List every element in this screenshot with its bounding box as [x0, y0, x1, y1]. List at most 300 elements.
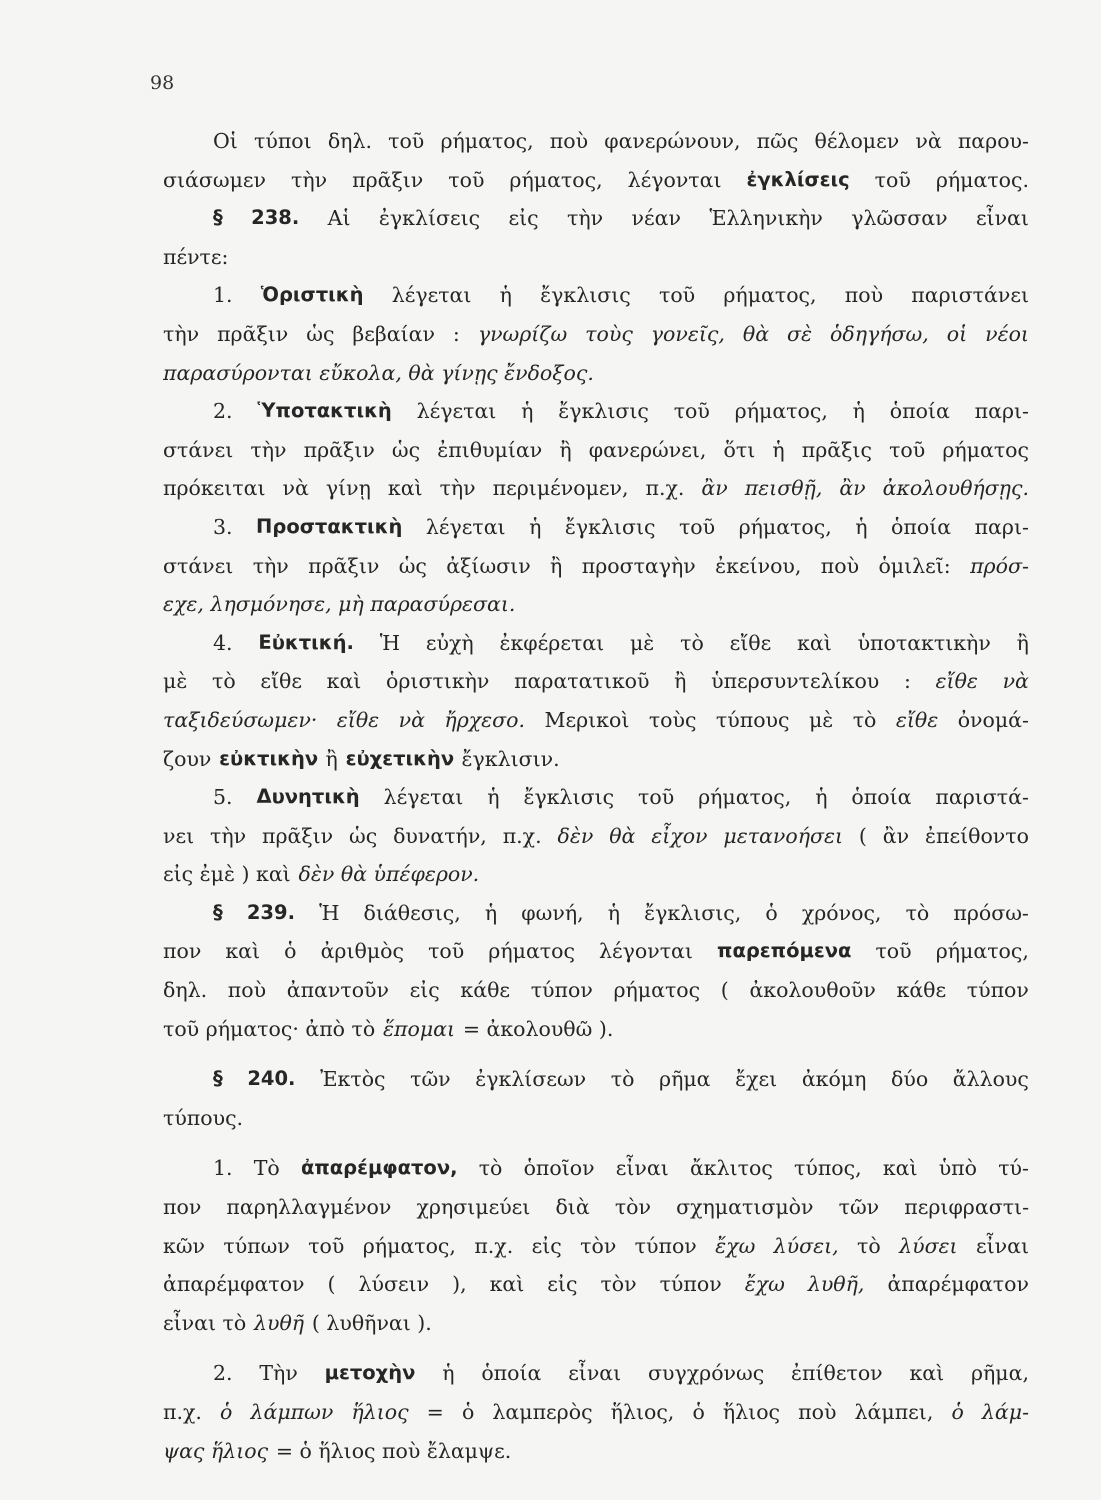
text-line	[163, 855, 1029, 894]
text-segment: Ἡ	[379, 630, 401, 655]
text-segment: εἰς	[531, 1233, 562, 1258]
text-segment: τὴν	[567, 206, 604, 231]
text-line	[163, 817, 1029, 856]
text-line	[163, 1010, 1029, 1049]
text-segment: τύπον	[966, 978, 1029, 1003]
text-segment: νὰ	[915, 129, 942, 153]
text-segment: σιάσωμεν	[163, 167, 266, 192]
text-segment: ἀκολουθοῦν	[749, 978, 876, 1003]
text-segment: ρήματος,	[723, 283, 817, 308]
text-segment: λάμπει,	[854, 1400, 934, 1424]
term-bold: εὐχετικὴν	[345, 746, 455, 770]
text-segment: πρόκειται	[163, 476, 266, 501]
text-line	[163, 585, 1029, 624]
text-segment: ἄλλους	[952, 1067, 1029, 1092]
text-segment: ἢ	[550, 553, 563, 578]
text-line	[163, 1432, 1029, 1471]
text-segment: τύπον	[530, 978, 593, 1003]
text-segment: παρου-	[957, 129, 1029, 153]
text-segment: δυνατήν,	[393, 823, 487, 848]
text-segment: π.χ.	[502, 823, 542, 848]
text-line	[163, 547, 1029, 586]
text-line	[163, 1099, 1029, 1138]
text-segment: :	[903, 669, 911, 694]
text-segment: νέαν	[631, 206, 681, 231]
text-segment: καὶ	[326, 669, 362, 694]
text-segment: τὸ	[857, 1233, 881, 1258]
text-segment: Ἐκτὸς	[320, 1067, 386, 1092]
term-bold: ἐγκλίσεις	[746, 167, 850, 191]
section-number: 239.	[246, 900, 295, 924]
text-line	[163, 662, 1029, 701]
text-segment: ),	[452, 1272, 467, 1297]
text-segment: ὁ	[692, 1400, 705, 1424]
text-segment: π.χ.	[645, 476, 685, 501]
example-italic: πεισθῇ,	[744, 476, 823, 501]
text-line	[163, 469, 1029, 508]
text-segment: =	[426, 1400, 444, 1424]
text-segment: καὶ	[225, 939, 261, 964]
text-segment: τοῦ	[875, 939, 912, 964]
text-segment: χρησιμεύει	[416, 1195, 531, 1220]
example-italic: νέοι	[985, 321, 1029, 346]
text-segment: πον	[163, 1195, 202, 1220]
section-number: §	[213, 900, 223, 924]
text-line	[163, 1227, 1029, 1266]
text-segment: ὁ	[284, 939, 297, 964]
text-segment: τοῦ	[659, 283, 696, 308]
text-segment: ρήματος	[942, 437, 1029, 462]
text-segment: πῶς	[756, 129, 799, 153]
text-segment: τοῦ	[308, 1233, 345, 1258]
text-segment: ἔγκλισιν.	[461, 746, 560, 771]
text-segment: ζουν	[163, 746, 212, 771]
example-italic: δὲν	[557, 823, 594, 848]
example-italic: θὰ	[609, 823, 636, 848]
text-segment: νὰ	[282, 476, 309, 501]
text-segment: 4.	[213, 630, 233, 655]
text-segment: ὡς	[306, 321, 335, 346]
text-segment: 1.	[213, 1156, 233, 1181]
text-segment: ρήματος,	[509, 167, 603, 192]
text-line	[163, 238, 1029, 277]
text-segment: λέγεται	[416, 399, 497, 424]
example-italic: ὁ	[951, 1400, 964, 1424]
text-segment: ἀξίωσιν	[446, 553, 531, 578]
text-line	[163, 971, 1029, 1010]
text-line	[163, 315, 1029, 354]
text-segment: παρι-	[974, 399, 1029, 424]
text-segment: ἔχει	[735, 1067, 778, 1092]
text-segment: ἢ	[559, 437, 572, 462]
text-segment: τοῦ	[638, 785, 675, 810]
text-segment: εἶναι τὸ	[163, 1310, 247, 1335]
text-segment: περιφραστι-	[904, 1195, 1029, 1220]
text-line	[163, 1188, 1029, 1227]
example-italic: νὰ	[1002, 669, 1029, 694]
text-segment: τοὺς	[648, 707, 697, 732]
text-segment: τὸ	[212, 669, 236, 694]
text-segment: ὁποῖον	[523, 1156, 595, 1181]
text-segment: ὑποτακτικὴν	[857, 630, 991, 655]
text-segment: καὶ	[882, 1156, 918, 1181]
text-segment: τοῦ	[428, 939, 465, 964]
text-segment: πρᾶξιν	[261, 823, 334, 848]
text-segment: τὸ	[852, 707, 877, 732]
text-segment: στάνει	[163, 437, 234, 462]
text-segment: 3.	[213, 514, 233, 539]
text-segment: τοῦ	[673, 399, 710, 424]
text-segment: τὴν	[291, 167, 328, 192]
text-segment: ἐγκλίσεις	[378, 206, 481, 231]
text-segment: ἡ	[852, 399, 865, 424]
example-italic: λάμ-	[981, 1400, 1029, 1424]
text-segment: ἥλιος,	[610, 1400, 675, 1424]
text-segment: διὰ	[555, 1195, 590, 1220]
example-italic: ἥλιος	[351, 1400, 409, 1424]
text-segment: γλῶσσαν	[851, 206, 948, 231]
text-segment: ἔγκλισις	[540, 283, 631, 308]
text-segment: λέγονται	[627, 167, 722, 192]
text-segment: τύπον	[659, 1272, 722, 1297]
example-italic: ὁδηγήσω,	[830, 321, 929, 346]
example-italic: εἴθε	[935, 669, 978, 694]
text-segment: ἂν	[882, 823, 910, 848]
text-segment: ἐκείνου,	[715, 553, 802, 578]
example-italic: παρασύρονται εὔκολα, θὰ γίνῃς ἔνδοξος.	[163, 360, 594, 385]
text-segment: ὁ	[765, 900, 778, 925]
term-bold: ἀπαρέμφατον,	[300, 1156, 458, 1180]
term-bold: μετοχὴν	[324, 1361, 416, 1385]
text-segment: λέγονται	[599, 939, 693, 964]
example-italic: εἴθε	[895, 707, 939, 732]
text-segment: ἡ	[529, 514, 542, 539]
text-segment: πρᾶξις	[801, 437, 872, 462]
text-line	[163, 1149, 1029, 1188]
example-italic: σὲ	[787, 321, 813, 346]
text-segment: κάθε	[896, 978, 947, 1003]
text-segment: στάνει	[163, 553, 234, 578]
text-segment: κῶν	[163, 1233, 205, 1258]
text-segment: προσταγὴν	[581, 553, 696, 578]
text-segment: ἢ	[674, 669, 687, 694]
text-segment: ἀκόμη	[801, 1067, 867, 1092]
text-segment: (	[858, 823, 867, 848]
text-segment: ἡ	[815, 785, 828, 810]
term-bold: Εὐκτική.	[258, 630, 354, 654]
text-segment: ὅτι	[723, 437, 756, 462]
text-segment: πρόσω-	[953, 900, 1029, 925]
text-line	[163, 161, 1029, 200]
text-segment: ὑπὸ	[938, 1156, 977, 1181]
text-segment: δύο	[891, 1067, 929, 1092]
text-segment: 5.	[213, 785, 233, 810]
text-line	[163, 894, 1029, 933]
text-segment: π.χ.	[163, 1400, 202, 1424]
text-segment: ἔγκλισις	[558, 399, 649, 424]
text-line	[163, 932, 1029, 971]
text-segment: Μερικοὶ	[544, 707, 630, 732]
text-segment: καὶ	[489, 1272, 525, 1297]
term-bold: Προστακτικὴ	[256, 514, 403, 538]
text-segment: ἀπαρέμφατον	[887, 1272, 1029, 1297]
text-segment: σχηματισμὸν	[676, 1195, 814, 1220]
example-italic: ψας ἥλιος	[163, 1438, 269, 1463]
example-italic: γονεῖς,	[650, 321, 725, 346]
text-segment: θέλομεν	[814, 129, 900, 153]
text-segment: ὡς	[349, 823, 378, 848]
text-segment: ρῆμα,	[970, 1361, 1029, 1386]
text-segment: τὸ	[680, 630, 704, 655]
example-italic: ἂν	[701, 476, 728, 501]
text-segment: τοῦ	[889, 437, 926, 462]
text-segment: πον	[163, 939, 202, 964]
text-segment: ἡ	[855, 514, 868, 539]
text-segment: ποὺ	[227, 978, 267, 1003]
text-segment: ὁριστικὴν	[386, 669, 490, 694]
text-segment: παριστά-	[935, 785, 1029, 810]
paragraph-gap	[163, 1137, 1029, 1149]
text-segment: ὡς	[398, 553, 427, 578]
text-segment: λύσειν	[358, 1272, 430, 1297]
text-segment: ἡ	[487, 785, 500, 810]
text-segment: ἄκλιτος	[689, 1156, 773, 1181]
example-italic: γνωρίζω	[477, 321, 568, 346]
term-bold: εὐκτικὴν	[219, 746, 319, 770]
text-segment: λαμπερὸς	[492, 1400, 593, 1424]
text-segment: διάθεσις,	[363, 900, 461, 925]
text-segment: ὑπερσυντελίκου	[711, 669, 880, 694]
text-segment: ρήματος	[488, 939, 575, 964]
text-segment: εἶναι	[975, 1233, 1029, 1258]
text-segment: ὁ	[461, 1400, 475, 1424]
text-segment: τύπων	[223, 1233, 290, 1258]
text-segment: τὴν	[250, 437, 287, 462]
example-italic: εἶχον	[651, 823, 708, 848]
example-italic: ἔχω	[715, 1233, 756, 1258]
text-segment: ἀπαντοῦν	[286, 978, 389, 1003]
text-segment: τὸν	[600, 1272, 637, 1297]
text-segment: παρατατικοῦ	[514, 669, 650, 694]
text-segment: ὁποία	[481, 1361, 542, 1386]
text-segment: ρήματος,	[738, 514, 832, 539]
text-segment: ποὺ	[549, 129, 589, 153]
text-segment: παριστάνει	[911, 283, 1029, 308]
text-line	[163, 354, 1029, 393]
text-segment: ἢ	[1016, 630, 1029, 655]
text-segment: (	[720, 978, 729, 1003]
text-segment: τοῦ	[388, 129, 425, 153]
example-italic: ἤρχεσο.	[444, 707, 526, 732]
text-segment: ἔγκλισις	[564, 514, 656, 539]
text-segment: ποὺ	[820, 553, 860, 578]
section-number: 240.	[247, 1067, 296, 1091]
text-segment: τύπους	[715, 707, 790, 732]
text-segment: ἡ	[521, 399, 534, 424]
example-italic: λυθῆ	[253, 1310, 305, 1335]
text-segment: τὸν	[614, 1195, 651, 1220]
text-segment: π.χ.	[474, 1233, 514, 1258]
text-segment: μὲ	[629, 630, 655, 655]
text-segment: μὲ	[163, 669, 188, 694]
example-italic: οἱ	[946, 321, 968, 346]
text-segment: τύ-	[998, 1156, 1029, 1181]
text-segment: τύπος,	[794, 1156, 862, 1181]
example-italic: ἔχω	[744, 1272, 785, 1297]
term-bold: Δυνητικὴ	[256, 785, 360, 809]
text-segment: εἶναι	[615, 1156, 669, 1181]
text-segment: φανερώνει,	[588, 437, 707, 462]
text-segment: φωνή,	[521, 900, 584, 925]
text-segment: ὁποία	[851, 785, 912, 810]
text-segment: τὴν	[439, 476, 476, 501]
text-segment: πρᾶξιν	[308, 553, 380, 578]
example-italic: λάμπων	[250, 1400, 334, 1424]
text-segment: λέγεται	[391, 283, 472, 308]
text-line	[163, 778, 1029, 817]
text-segment: καὶ	[797, 630, 832, 655]
text-segment: καὶ	[387, 476, 423, 501]
text-segment: 2.	[213, 1361, 233, 1386]
text-segment: εἴθε	[260, 669, 302, 694]
text-segment: ὁμιλεῖ:	[878, 553, 951, 578]
text-segment: τύπους.	[163, 1105, 244, 1130]
text-segment: ἀριθμὸς	[320, 939, 404, 964]
text-segment: = ὁ ἥλιος ποὺ ἔλαμψε.	[275, 1438, 512, 1463]
text-segment: εἰς	[547, 1272, 578, 1297]
text-segment: ἐπίθετον	[791, 1361, 883, 1386]
section-number: §	[213, 206, 223, 230]
text-segment: εἴθε	[729, 630, 772, 655]
text-line	[163, 122, 1029, 161]
text-line	[163, 740, 1029, 779]
text-segment: τοῦ	[678, 514, 716, 539]
text-segment: ρήματος,	[935, 939, 1029, 964]
text-segment: τὴν	[210, 823, 247, 848]
example-italic: ἕπομαι	[383, 1016, 456, 1041]
example-italic: μετανοήσει	[723, 823, 844, 848]
text-segment: πρᾶξιν	[217, 321, 289, 346]
text-segment: νει	[163, 823, 195, 848]
text-segment: ( λυθῆναι ).	[311, 1310, 432, 1335]
example-italic: δὲν θὰ ὑπέφερον.	[298, 862, 480, 887]
text-segment: εἰς	[508, 206, 539, 231]
term-bold: Ὑποτακτικὴ	[257, 399, 392, 423]
text-segment: ρήματος,	[440, 129, 534, 153]
text-segment: κάθε	[460, 978, 511, 1003]
text-segment: τὴν	[252, 553, 289, 578]
text-segment: φανερώνουν,	[604, 129, 741, 153]
text-segment: ἐγκλίσεων	[475, 1067, 587, 1092]
text-segment: ρήματος,	[698, 785, 792, 810]
example-italic: τοὺς	[585, 321, 633, 346]
text-segment: ποὺ	[844, 283, 884, 308]
text-segment: ρήματος.	[935, 167, 1029, 192]
text-segment: ρήματος,	[734, 399, 828, 424]
text-segment: λέγεται	[425, 514, 506, 539]
text-segment: πέντε:	[163, 244, 229, 269]
text-line	[163, 1265, 1029, 1304]
example-italic: ὁ	[220, 1400, 233, 1424]
example-italic: λύσει	[899, 1233, 958, 1258]
text-segment: τὸ	[905, 900, 930, 925]
text-segment: καὶ	[909, 1361, 945, 1386]
text-segment: 2.	[213, 399, 233, 424]
text-segment: ὡς	[391, 437, 421, 462]
text-segment: Ἑλληνικὴν	[709, 206, 823, 231]
text-line	[163, 276, 1029, 315]
text-segment: δηλ.	[327, 129, 372, 153]
text-segment: ἀπαρέμφατον	[163, 1272, 305, 1297]
text-line	[163, 701, 1029, 740]
text-segment: χρόνος,	[801, 900, 882, 925]
text-segment: πρᾶξιν	[303, 437, 375, 462]
example-italic: ἂν	[839, 476, 866, 501]
text-segment: = ἀκολουθῶ ).	[462, 1016, 614, 1041]
section-number: §	[213, 1067, 223, 1091]
text-segment: εἶναι	[975, 206, 1029, 231]
text-segment: παρηλλαγμένον	[226, 1195, 392, 1220]
text-segment: δηλ.	[163, 978, 208, 1003]
paragraph-gap	[163, 1048, 1029, 1060]
section-number: 238.	[251, 206, 300, 230]
text-segment: ποὺ	[798, 1400, 837, 1424]
example-italic: νὰ	[398, 707, 425, 732]
text-segment: ἔγκλισις,	[644, 900, 742, 925]
text-segment: Τὴν	[259, 1361, 298, 1386]
example-italic: λυθῆ,	[807, 1272, 865, 1297]
text-segment: Οἱ	[213, 129, 238, 153]
text-segment: εὐχὴ	[425, 630, 474, 655]
text-segment: μὲ	[808, 707, 834, 732]
text-segment: τύποι	[254, 129, 312, 153]
text-segment: τοῦ	[874, 167, 911, 192]
text-segment: ἡ	[772, 437, 785, 462]
text-segment: ἢ	[325, 746, 338, 771]
text-segment: εἰς ἐμὲ ) καὶ	[163, 862, 291, 887]
text-segment: ρῆμα	[659, 1067, 711, 1092]
text-segment: ἡ	[442, 1361, 455, 1386]
text-segment: (	[327, 1272, 336, 1297]
text-line	[163, 1060, 1029, 1099]
example-italic: πρόσ-	[970, 553, 1029, 578]
text-segment: ἐκφέρεται	[499, 630, 605, 655]
text-segment: τὴν	[163, 321, 200, 346]
text-segment: τὸ	[478, 1156, 503, 1181]
text-segment: ρήματος	[613, 978, 701, 1003]
example-italic: εχε, λησμόνησε, μὴ παρασύρεσαι.	[163, 592, 516, 617]
text-segment: ἐπιθυμίαν	[437, 437, 543, 462]
paragraph-gap	[163, 1342, 1029, 1354]
text-line	[163, 624, 1029, 663]
example-italic: ταξιδεύσωμεν·	[163, 707, 318, 732]
text-segment: τῶν	[838, 1195, 880, 1220]
text-line	[163, 1354, 1029, 1393]
text-segment: τοῦ	[448, 167, 485, 192]
text-line	[163, 1304, 1029, 1343]
text-segment: περιμένομεν,	[492, 476, 629, 501]
text-segment: τὸ	[610, 1067, 635, 1092]
text-segment: ἡ	[607, 900, 621, 925]
term-bold: παρεπόμενα	[717, 939, 852, 963]
text-line	[163, 392, 1029, 431]
text-segment: συγχρόνως	[648, 1361, 765, 1386]
text-segment: παρι-	[974, 514, 1029, 539]
text-line	[163, 1393, 1029, 1432]
text-segment: ἥλιος	[722, 1400, 781, 1424]
text-segment: ἡ	[499, 283, 512, 308]
text-line	[163, 431, 1029, 470]
